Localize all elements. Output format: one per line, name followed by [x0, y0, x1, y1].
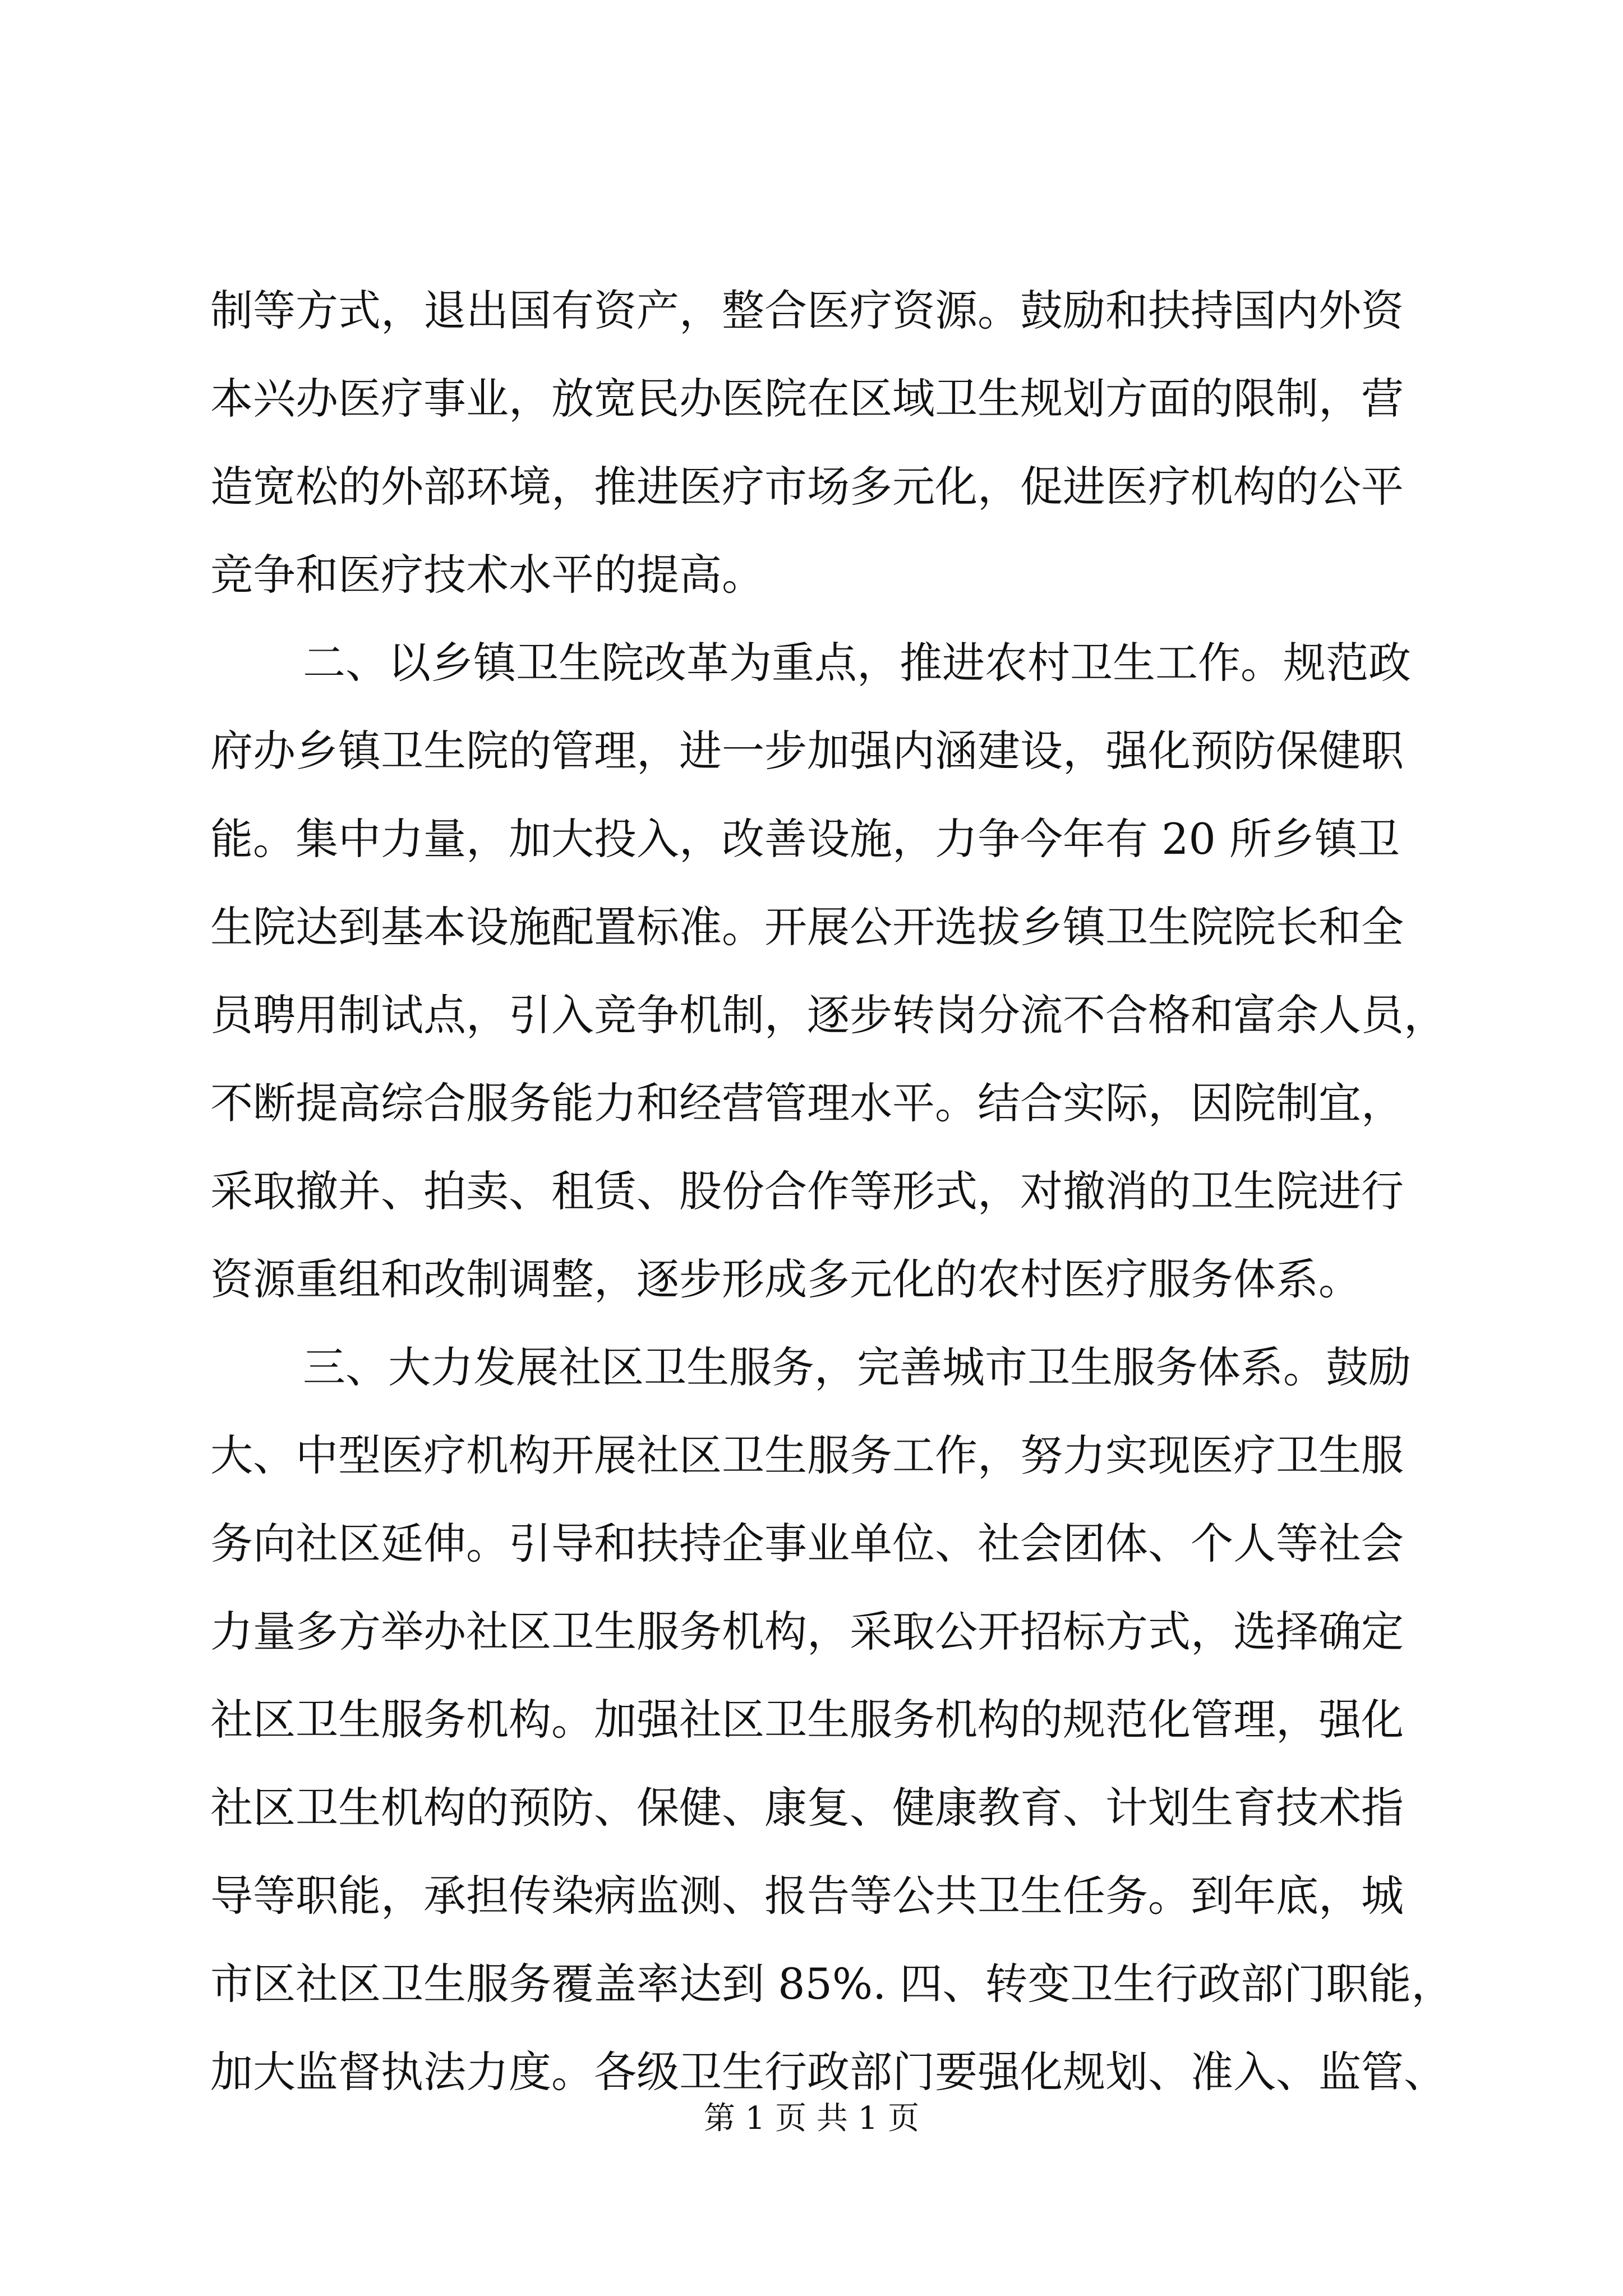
text-line: 竞争和医疗技术水平的提高。 — [210, 550, 764, 600]
text-line: 力量多方举办社区卫生服务机构，采取公开招标方式，选择确定 — [210, 1607, 1404, 1657]
text-line: 府办乡镇卫生院的管理，进一步加强内涵建设，强化预防保健职 — [210, 726, 1404, 776]
text-line: 不断提高综合服务能力和经营管理水平。结合实际，因院制宜， — [210, 1078, 1404, 1128]
text-line: 制等方式，退出国有资产，整合医疗资源。鼓励和扶持国内外资 — [210, 286, 1404, 335]
text-line: 资源重组和改制调整，逐步形成多元化的农村医疗服务体系。 — [210, 1254, 1361, 1304]
text-line: 造宽松的外部环境，推进医疗市场多元化，促进医疗机构的公平 — [210, 462, 1404, 512]
text-line: 市区社区卫生服务覆盖率达到 85%. 四、转变卫生行政部门职能， — [210, 1959, 1454, 2009]
page-footer: 第 1 页 共 1 页 — [703, 2100, 920, 2137]
text-line: 本兴办医疗事业，放宽民办医院在区域卫生规划方面的限制，营 — [210, 374, 1404, 424]
paragraph-start-line: 三、大力发展社区卫生服务，完善城市卫生服务体系。鼓励 — [303, 1342, 1411, 1392]
text-line: 大、中型医疗机构开展社区卫生服务工作，努力实现医疗卫生服 — [210, 1430, 1404, 1480]
text-line: 导等职能，承担传染病监测、报告等公共卫生任务。到年底，城 — [210, 1871, 1404, 1921]
text-line: 员聘用制试点，引入竞争机制，逐步转岗分流不合格和富余人员， — [210, 990, 1446, 1040]
paragraph-start-line: 二、以乡镇卫生院改革为重点，推进农村卫生工作。规范政 — [303, 638, 1411, 688]
text-line: 加大监督执法力度。各级卫生行政部门要强化规划、准入、监管、 — [210, 2047, 1446, 2097]
text-line: 采取撤并、拍卖、租赁、股份合作等形式，对撤消的卫生院进行 — [210, 1166, 1404, 1216]
text-line: 能。集中力量，加大投入，改善设施，力争今年有 20 所乡镇卫 — [210, 814, 1400, 864]
text-line: 生院达到基本设施配置标准。开展公开选拔乡镇卫生院院长和全 — [210, 902, 1404, 952]
text-line: 社区卫生机构的预防、保健、康复、健康教育、计划生育技术指 — [210, 1783, 1404, 1833]
text-line: 社区卫生服务机构。加强社区卫生服务机构的规范化管理，强化 — [210, 1695, 1404, 1745]
text-line: 务向社区延伸。引导和扶持企事业单位、社会团体、个人等社会 — [210, 1519, 1404, 1568]
